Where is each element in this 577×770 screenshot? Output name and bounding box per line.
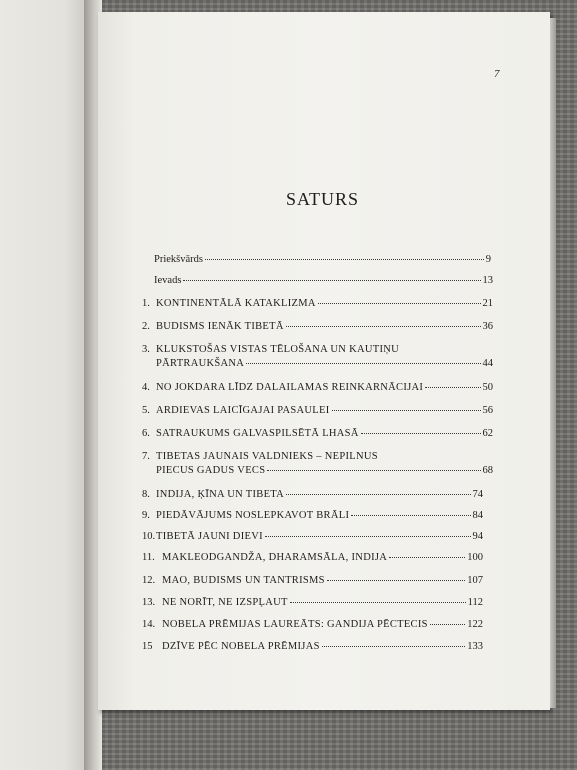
toc-entry-page: 44 xyxy=(482,358,493,369)
toc-entry-page: 107 xyxy=(467,575,483,586)
toc-entry-number: 12. xyxy=(142,575,156,586)
toc-entry-page: 9 xyxy=(485,254,491,265)
toc-entry xyxy=(142,320,493,333)
toc-entry-line1 xyxy=(142,450,493,463)
toc-entry xyxy=(142,618,483,631)
toc-entry xyxy=(142,574,483,587)
toc-leader xyxy=(265,535,471,537)
toc-entry xyxy=(142,509,483,522)
toc-leader xyxy=(290,601,466,603)
toc-entry-title: Priekšvārds xyxy=(154,254,203,265)
toc-leader xyxy=(286,493,470,495)
toc-entry xyxy=(142,427,493,440)
toc-entry xyxy=(142,640,483,653)
page-title: SATURS xyxy=(286,189,360,209)
toc-entry-number: 14. xyxy=(142,619,156,630)
toc-entry-title: MAO, BUDISMS UN TANTRISMS xyxy=(162,575,325,586)
toc-entry-page: 112 xyxy=(467,597,483,608)
toc-entry-line2 xyxy=(156,357,493,370)
toc-entry-number: 2. xyxy=(142,321,150,332)
toc-entry-title: MAKLEODGANDŽA, DHARAMSĀLA, INDIJA xyxy=(162,552,388,563)
toc-entry xyxy=(142,381,493,394)
toc-entry-title: TIBETĀ JAUNI DIEVI xyxy=(156,531,263,542)
toc-leader xyxy=(389,556,465,558)
toc-entry-title: Ievads xyxy=(154,275,182,286)
toc-leader xyxy=(327,579,465,581)
toc-leader xyxy=(430,623,465,625)
toc-entry-title: DZĪVE PĒC NOBELA PRĒMIJAS xyxy=(162,641,320,652)
toc-entry-number: 15 xyxy=(142,641,153,652)
toc-entry xyxy=(142,404,493,417)
toc-leader xyxy=(351,514,470,516)
toc-entry-number: 8. xyxy=(142,489,150,500)
toc-entry xyxy=(142,488,483,501)
toc-entry xyxy=(142,297,493,310)
toc-entry xyxy=(142,551,483,564)
toc-entry-page: 94 xyxy=(472,531,483,542)
toc-entry-line1 xyxy=(142,343,493,356)
toc-entry-number: 7. xyxy=(142,451,150,462)
toc-entry-number: 4. xyxy=(142,382,150,393)
toc-leader xyxy=(425,386,480,388)
toc-leader xyxy=(267,469,480,471)
toc-leader xyxy=(322,645,466,647)
toc-entry-title: KLUKSTOŠAS VISTAS TĒLOŠANA UN KAUTIŅU xyxy=(156,344,400,355)
toc-entry-title-continued: PĀRTRAUKŠANA xyxy=(156,358,245,369)
toc-entry-number: 13. xyxy=(142,597,156,608)
toc-leader xyxy=(361,432,481,434)
toc-entry-page: 36 xyxy=(482,321,493,332)
toc-entry-page: 100 xyxy=(467,552,483,563)
toc-entry-number: 11. xyxy=(142,552,155,563)
toc-entry xyxy=(142,530,483,543)
toc-entry-page: 13 xyxy=(482,275,493,286)
toc-entry xyxy=(142,596,483,609)
toc-entry-title: NOBELA PRĒMIJAS LAUREĀTS: GANDIJA PĒCTECIS xyxy=(162,619,428,630)
toc-entry-number: 1. xyxy=(142,298,150,309)
toc-entry-title: INDIJA, ĶĪNA UN TIBETA xyxy=(156,489,285,500)
toc-entry-title: BUDISMS IENĀK TIBETĀ xyxy=(156,321,284,332)
toc-leader xyxy=(205,258,484,260)
toc-entry-number: 3. xyxy=(142,344,150,355)
toc-entry-title: KONTINENTĀLĀ KATAKLIZMA xyxy=(156,298,316,309)
toc-entry-title-continued: PIECUS GADUS VECS xyxy=(156,465,266,476)
toc-entry-page: 122 xyxy=(467,619,483,630)
toc-entry-title: NE NORĪT, NE IZSPĻAUT xyxy=(162,597,288,608)
toc-entry-number: 6. xyxy=(142,428,150,439)
toc-entry-page: 84 xyxy=(472,510,483,521)
toc-leader xyxy=(332,409,481,411)
toc-entry-number: 10. xyxy=(142,531,156,542)
toc-entry-page: 50 xyxy=(482,382,493,393)
page-number: 7 xyxy=(494,68,500,80)
toc-entry-page: 68 xyxy=(482,465,493,476)
toc-entry xyxy=(154,253,491,266)
toc-entry-page: 21 xyxy=(482,298,493,309)
toc-entry-title: TIBETAS JAUNAIS VALDNIEKS – NEPILNUS xyxy=(156,451,378,462)
toc-leader xyxy=(318,302,481,304)
toc-entry-number: 9. xyxy=(142,510,150,521)
toc-entry-page: 62 xyxy=(482,428,493,439)
toc-leader xyxy=(246,362,480,364)
toc-entry-number: 5. xyxy=(142,405,150,416)
toc-entry-page: 74 xyxy=(472,489,483,500)
toc-leader xyxy=(286,325,481,327)
toc-entry-title: PIEDĀVĀJUMS NOSLEPKAVOT BRĀLI xyxy=(156,510,350,521)
toc-entry-title: SATRAUKUMS GALVASPILSĒTĀ LHASĀ xyxy=(156,428,359,439)
toc-entry-page: 56 xyxy=(482,405,493,416)
toc-leader xyxy=(183,279,480,281)
toc-entry-title: ARDIEVAS LAICĪGAJAI PASAULEI xyxy=(156,405,330,416)
toc-entry-title: NO JOKDARA LĪDZ DALAILAMAS REINKARNĀCIJAI xyxy=(156,382,424,393)
toc-entry-page: 133 xyxy=(467,641,483,652)
toc-entry-line2 xyxy=(156,464,493,477)
toc-entry xyxy=(154,274,493,287)
